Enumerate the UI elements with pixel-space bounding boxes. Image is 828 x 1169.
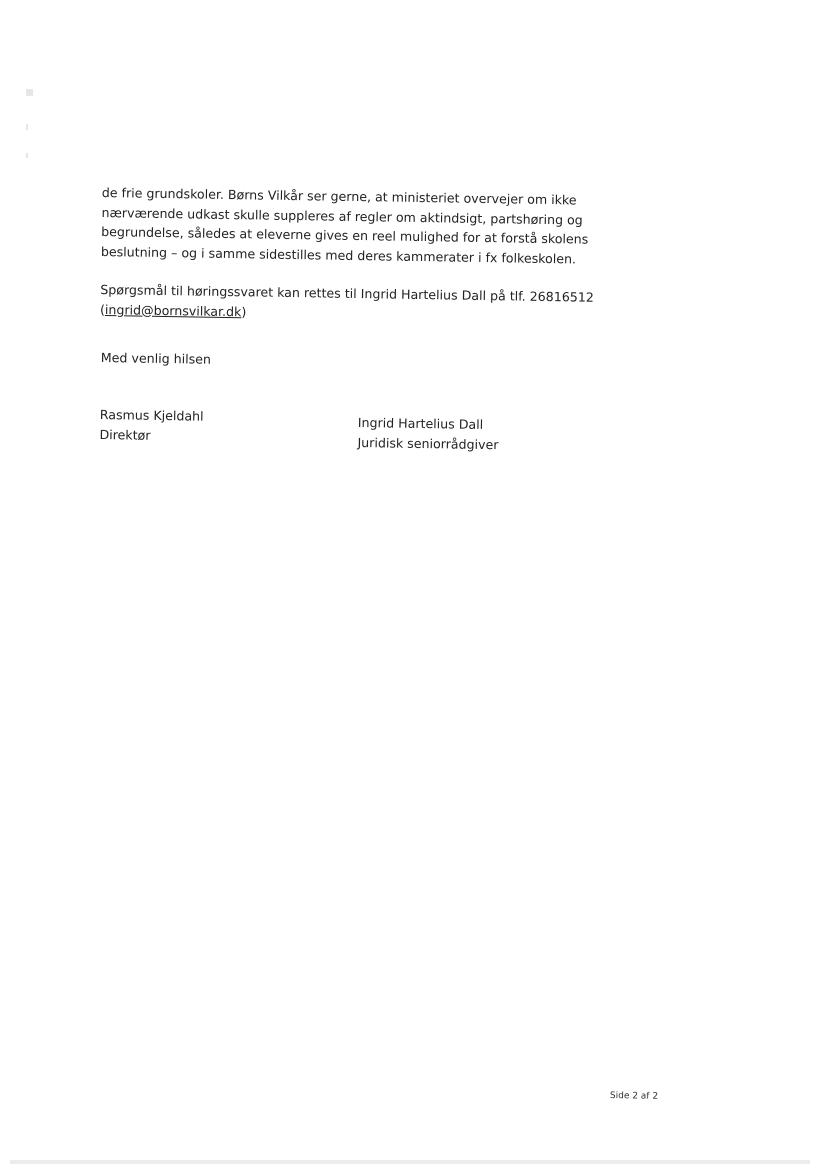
scan-artifact: [26, 153, 28, 158]
scan-artifact: [26, 124, 28, 130]
paren-open: (: [99, 301, 106, 317]
closing-salutation: Med venlig hilsen: [100, 350, 212, 367]
signatory-title: Juridisk seniorrådgiver: [357, 434, 499, 452]
signatory-name: Rasmus Kjeldahl: [99, 406, 204, 424]
page-number: Side 2 af 2: [609, 1091, 659, 1102]
scan-edge: [10, 1160, 810, 1164]
paren-close: ): [241, 303, 247, 319]
paragraph-2: [100, 280, 601, 327]
paragraph-1-line: begrundelse, således at eleverne gives en reel mulighed for at forstå skolens: [101, 223, 589, 247]
paragraph-1: [101, 183, 602, 269]
paragraph-1-line: beslutning – og i samme sidestilles med deres kammerater i fx folkeskolen.: [100, 243, 577, 266]
paragraph-1-line: de frie grundskoler. Børns Vilkår ser gerne, at ministeriet overvejer om ikke: [101, 184, 577, 208]
email-link[interactable]: ingrid@bornsvilkar.dk: [104, 301, 242, 319]
paragraph-2-line: Spørgsmål til høringssvaret kan rettes til Ingrid Hartelius Dall på tlf. 26816512: [100, 281, 594, 305]
signatory-title: Direktør: [99, 426, 151, 443]
signature-right: [357, 413, 499, 454]
letter-body: [100, 183, 602, 327]
scan-artifact: [26, 89, 33, 96]
signature-left: [99, 405, 203, 446]
paragraph-1-line: nærværende udkast skulle suppleres af regler om aktindsigt, partshøring og: [101, 204, 583, 228]
signatory-name: Ingrid Hartelius Dall: [357, 414, 484, 432]
